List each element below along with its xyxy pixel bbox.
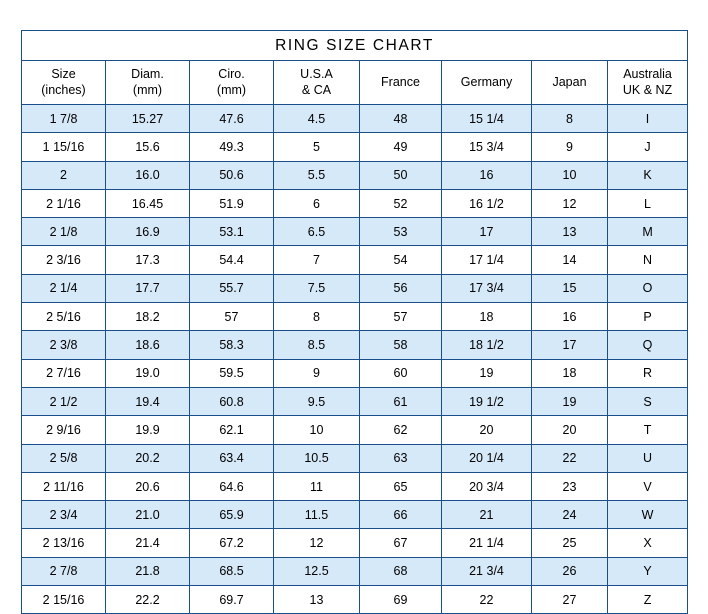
table-row (22, 303, 688, 331)
cell-diameter: 19.0 (106, 359, 190, 387)
cell-circumference: 60.8 (190, 387, 274, 415)
cell-circumference: 49.3 (190, 133, 274, 161)
ring-size-chart (21, 30, 687, 614)
cell-france: 57 (360, 303, 442, 331)
header-line2: & CA (301, 82, 332, 97)
cell-australia-uk-nz: P (608, 303, 688, 331)
cell-japan: 13 (532, 218, 608, 246)
cell-circumference: 68.5 (190, 557, 274, 585)
cell-japan: 26 (532, 557, 608, 585)
cell-diameter: 15.6 (106, 133, 190, 161)
cell-diameter: 16.45 (106, 189, 190, 217)
table-row (22, 586, 688, 614)
cell-germany: 19 1/2 (442, 387, 532, 415)
table-row (22, 274, 688, 302)
cell-australia-uk-nz: X (608, 529, 688, 557)
header-line1: Ciro. (218, 66, 245, 81)
cell-australia-uk-nz: K (608, 161, 688, 189)
cell-diameter: 19.9 (106, 416, 190, 444)
cell-size: 2 15/16 (22, 586, 106, 614)
cell-usa-ca: 5.5 (274, 161, 360, 189)
cell-australia-uk-nz: Q (608, 331, 688, 359)
header-line1: U.S.A (300, 66, 333, 81)
cell-usa-ca: 7 (274, 246, 360, 274)
table-row (22, 416, 688, 444)
cell-size: 2 7/16 (22, 359, 106, 387)
header-row (22, 61, 688, 105)
cell-japan: 20 (532, 416, 608, 444)
cell-circumference: 51.9 (190, 189, 274, 217)
column-header-diameter (106, 61, 190, 105)
cell-japan: 16 (532, 303, 608, 331)
cell-circumference: 62.1 (190, 416, 274, 444)
cell-france: 50 (360, 161, 442, 189)
cell-diameter: 17.7 (106, 274, 190, 302)
cell-japan: 19 (532, 387, 608, 415)
cell-germany: 17 3/4 (442, 274, 532, 302)
cell-diameter: 20.2 (106, 444, 190, 472)
cell-japan: 10 (532, 161, 608, 189)
cell-germany: 21 1/4 (442, 529, 532, 557)
cell-usa-ca: 13 (274, 586, 360, 614)
cell-japan: 24 (532, 501, 608, 529)
cell-usa-ca: 10.5 (274, 444, 360, 472)
cell-australia-uk-nz: Z (608, 586, 688, 614)
cell-japan: 18 (532, 359, 608, 387)
cell-circumference: 67.2 (190, 529, 274, 557)
cell-australia-uk-nz: T (608, 416, 688, 444)
cell-australia-uk-nz: J (608, 133, 688, 161)
cell-usa-ca: 7.5 (274, 274, 360, 302)
column-header-circumference (190, 61, 274, 105)
cell-usa-ca: 9.5 (274, 387, 360, 415)
cell-circumference: 47.6 (190, 105, 274, 133)
column-header-germany (442, 61, 532, 105)
cell-circumference: 50.6 (190, 161, 274, 189)
cell-germany: 16 1/2 (442, 189, 532, 217)
cell-size: 2 5/16 (22, 303, 106, 331)
cell-circumference: 53.1 (190, 218, 274, 246)
cell-france: 67 (360, 529, 442, 557)
cell-size: 2 13/16 (22, 529, 106, 557)
cell-france: 48 (360, 105, 442, 133)
cell-diameter: 18.2 (106, 303, 190, 331)
column-header-france (360, 61, 442, 105)
cell-france: 68 (360, 557, 442, 585)
cell-germany: 17 (442, 218, 532, 246)
column-header-australia-uk-nz (608, 61, 688, 105)
cell-germany: 18 (442, 303, 532, 331)
cell-france: 54 (360, 246, 442, 274)
cell-circumference: 57 (190, 303, 274, 331)
cell-australia-uk-nz: Y (608, 557, 688, 585)
cell-diameter: 22.2 (106, 586, 190, 614)
header-line1: France (381, 74, 420, 89)
table-row (22, 161, 688, 189)
cell-japan: 15 (532, 274, 608, 302)
cell-usa-ca: 12 (274, 529, 360, 557)
cell-diameter: 20.6 (106, 472, 190, 500)
cell-diameter: 16.9 (106, 218, 190, 246)
cell-australia-uk-nz: N (608, 246, 688, 274)
cell-circumference: 59.5 (190, 359, 274, 387)
column-header-japan (532, 61, 608, 105)
cell-japan: 8 (532, 105, 608, 133)
ring-size-table (21, 30, 688, 614)
cell-size: 2 3/16 (22, 246, 106, 274)
cell-australia-uk-nz: M (608, 218, 688, 246)
title-row (22, 31, 688, 61)
cell-size: 1 15/16 (22, 133, 106, 161)
cell-france: 56 (360, 274, 442, 302)
cell-france: 63 (360, 444, 442, 472)
table-row (22, 472, 688, 500)
cell-australia-uk-nz: I (608, 105, 688, 133)
cell-size: 2 9/16 (22, 416, 106, 444)
cell-germany: 20 1/4 (442, 444, 532, 472)
cell-size: 2 1/16 (22, 189, 106, 217)
cell-germany: 17 1/4 (442, 246, 532, 274)
cell-germany: 21 3/4 (442, 557, 532, 585)
cell-germany: 18 1/2 (442, 331, 532, 359)
cell-size: 2 1/4 (22, 274, 106, 302)
cell-usa-ca: 4.5 (274, 105, 360, 133)
cell-size: 2 3/4 (22, 501, 106, 529)
table-row (22, 331, 688, 359)
cell-usa-ca: 6 (274, 189, 360, 217)
header-line2: (mm) (132, 82, 163, 97)
cell-japan: 22 (532, 444, 608, 472)
cell-australia-uk-nz: V (608, 472, 688, 500)
cell-diameter: 16.0 (106, 161, 190, 189)
cell-usa-ca: 9 (274, 359, 360, 387)
cell-germany: 15 3/4 (442, 133, 532, 161)
cell-diameter: 15.27 (106, 105, 190, 133)
cell-circumference: 64.6 (190, 472, 274, 500)
cell-japan: 23 (532, 472, 608, 500)
cell-size: 2 3/8 (22, 331, 106, 359)
cell-japan: 14 (532, 246, 608, 274)
cell-france: 61 (360, 387, 442, 415)
table-row (22, 218, 688, 246)
cell-germany: 15 1/4 (442, 105, 532, 133)
cell-size: 2 11/16 (22, 472, 106, 500)
cell-usa-ca: 8 (274, 303, 360, 331)
cell-france: 69 (360, 586, 442, 614)
cell-usa-ca: 11 (274, 472, 360, 500)
cell-circumference: 54.4 (190, 246, 274, 274)
table-row (22, 359, 688, 387)
cell-usa-ca: 10 (274, 416, 360, 444)
cell-size: 2 1/2 (22, 387, 106, 415)
cell-germany: 22 (442, 586, 532, 614)
cell-australia-uk-nz: U (608, 444, 688, 472)
cell-diameter: 18.6 (106, 331, 190, 359)
cell-france: 53 (360, 218, 442, 246)
table-row (22, 444, 688, 472)
cell-japan: 17 (532, 331, 608, 359)
cell-france: 52 (360, 189, 442, 217)
cell-diameter: 17.3 (106, 246, 190, 274)
cell-diameter: 19.4 (106, 387, 190, 415)
cell-usa-ca: 6.5 (274, 218, 360, 246)
cell-japan: 27 (532, 586, 608, 614)
header-line1: Size (51, 66, 76, 81)
cell-germany: 21 (442, 501, 532, 529)
table-row (22, 501, 688, 529)
cell-france: 58 (360, 331, 442, 359)
cell-usa-ca: 8.5 (274, 331, 360, 359)
header-line1: Diam. (131, 66, 164, 81)
header-line1: Japan (552, 74, 587, 89)
cell-diameter: 21.4 (106, 529, 190, 557)
cell-australia-uk-nz: L (608, 189, 688, 217)
cell-japan: 9 (532, 133, 608, 161)
table-row (22, 105, 688, 133)
cell-australia-uk-nz: S (608, 387, 688, 415)
cell-circumference: 69.7 (190, 586, 274, 614)
column-header-usa-ca (274, 61, 360, 105)
cell-size: 1 7/8 (22, 105, 106, 133)
header-line2: (inches) (41, 82, 86, 97)
cell-circumference: 55.7 (190, 274, 274, 302)
cell-usa-ca: 12.5 (274, 557, 360, 585)
cell-germany: 16 (442, 161, 532, 189)
cell-france: 49 (360, 133, 442, 161)
cell-france: 62 (360, 416, 442, 444)
cell-circumference: 65.9 (190, 501, 274, 529)
header-line1: Germany (460, 74, 513, 89)
cell-germany: 19 (442, 359, 532, 387)
table-row (22, 189, 688, 217)
table-row (22, 529, 688, 557)
cell-france: 66 (360, 501, 442, 529)
cell-diameter: 21.0 (106, 501, 190, 529)
cell-australia-uk-nz: O (608, 274, 688, 302)
cell-germany: 20 (442, 416, 532, 444)
cell-germany: 20 3/4 (442, 472, 532, 500)
cell-size: 2 (22, 161, 106, 189)
table-row (22, 557, 688, 585)
cell-diameter: 21.8 (106, 557, 190, 585)
cell-france: 60 (360, 359, 442, 387)
header-line1: Australia (623, 66, 672, 81)
cell-usa-ca: 11.5 (274, 501, 360, 529)
cell-japan: 25 (532, 529, 608, 557)
cell-circumference: 58.3 (190, 331, 274, 359)
cell-usa-ca: 5 (274, 133, 360, 161)
header-line2: (mm) (216, 82, 247, 97)
cell-size: 2 5/8 (22, 444, 106, 472)
chart-title: RING SIZE CHART (22, 31, 688, 61)
cell-australia-uk-nz: W (608, 501, 688, 529)
column-header-size (22, 61, 106, 105)
cell-circumference: 63.4 (190, 444, 274, 472)
header-line2: UK & NZ (622, 82, 673, 97)
cell-size: 2 7/8 (22, 557, 106, 585)
cell-australia-uk-nz: R (608, 359, 688, 387)
table-row (22, 246, 688, 274)
cell-japan: 12 (532, 189, 608, 217)
cell-france: 65 (360, 472, 442, 500)
cell-size: 2 1/8 (22, 218, 106, 246)
table-row (22, 387, 688, 415)
table-row (22, 133, 688, 161)
